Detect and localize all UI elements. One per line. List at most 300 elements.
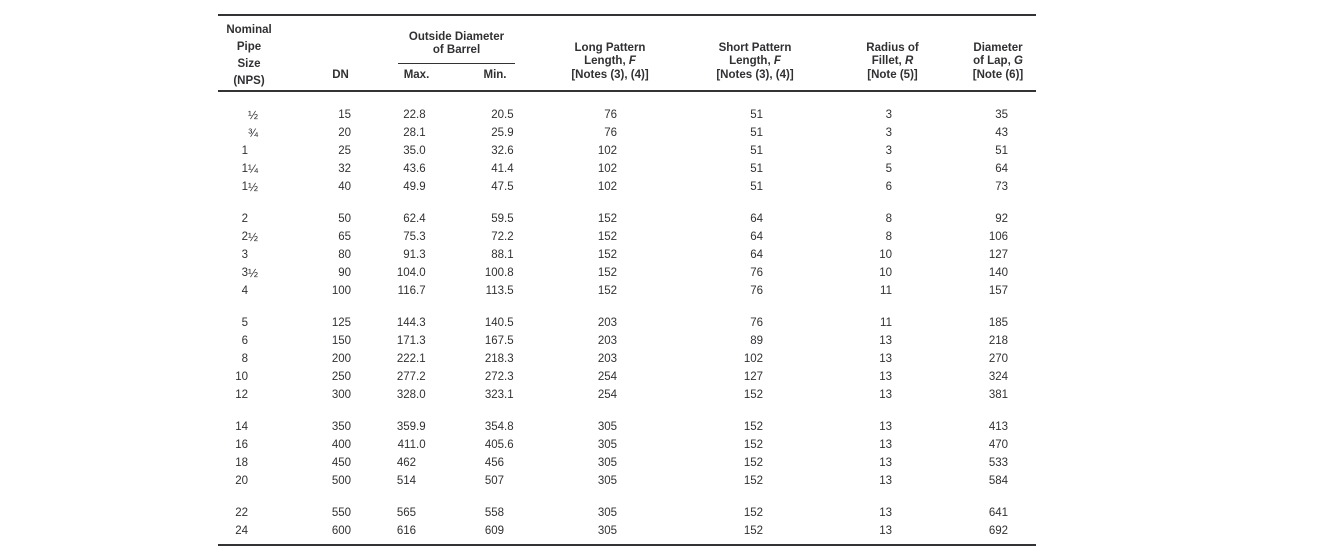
cell-od-max [378,332,455,350]
cell-od-min [455,418,535,436]
decimal-part: .5 [504,317,514,329]
nps-fraction [248,210,266,228]
od-group-underline [398,63,515,64]
cell-od-min [455,332,535,350]
nps-fraction: ½ [248,108,259,122]
header-line: Pipe [236,41,262,53]
cell-od-min [455,368,535,386]
cell-od-min [455,314,535,332]
decimal-part: .3 [416,335,426,347]
cell-nps [218,178,303,196]
cell-long-pattern-length: 305 [597,421,617,433]
cell-dn: 125 [331,317,351,329]
col-header-long-pattern [535,21,685,82]
decimal-part: .3 [504,371,514,383]
integer-part: 272 [484,371,504,383]
cell-dn: 100 [331,285,351,297]
cell-diameter-lap: 51 [995,145,1008,157]
integer-part: 25 [491,127,504,139]
cell-radius-fillet: 11 [880,285,892,297]
cell-nps [218,282,303,300]
nps-fraction [248,472,266,490]
cell-long-pattern-length: 305 [597,457,617,469]
cell-long-pattern-length: 76 [604,109,617,121]
table-row [218,314,1036,332]
cell-dn: 400 [331,439,351,451]
cell-od-min [455,522,535,540]
cell-diameter-lap: 64 [995,163,1008,175]
decimal-part [504,504,516,522]
cell-short-pattern-length: 152 [743,475,763,487]
cell-radius-fillet: 5 [885,163,892,175]
nps-fraction [248,454,266,472]
decimal-part: .5 [504,109,514,121]
decimal-part [504,522,516,540]
nps-fraction [248,142,266,160]
cell-long-pattern-length: 203 [597,317,617,329]
cell-od-max [378,106,455,124]
col-header-nps [218,21,303,87]
cell-od-max [378,282,455,300]
decimal-part: .3 [416,249,426,261]
od-group-title [378,31,535,58]
cell-short-pattern-length: 152 [743,525,763,537]
decimal-part: .1 [504,389,514,401]
integer-part: 59 [491,213,504,225]
cell-od-max [378,314,455,332]
cell-diameter-lap: 692 [988,525,1008,537]
cell-od-max [378,454,455,472]
cell-nps [218,160,303,178]
cell-od-max [378,210,455,228]
decimal-part [416,522,428,540]
decimal-part [504,472,516,490]
decimal-part [504,454,516,472]
cell-short-pattern-length: 89 [750,335,763,347]
cell-dn: 450 [331,457,351,469]
cell-radius-fillet: 10 [879,267,892,279]
cell-od-min [455,246,535,264]
header-line: Fillet, R [871,55,914,67]
cell-nps [218,210,303,228]
nps-integer: 14 [235,421,248,433]
cell-dn: 300 [331,389,351,401]
header-note: [Notes (3), (4)] [716,68,794,81]
col-header-short-pattern [685,21,825,82]
cell-nps [218,472,303,490]
cell-od-max [378,522,455,540]
table-row [218,210,1036,228]
cell-diameter-lap: 413 [988,421,1008,433]
cell-od-max [378,350,455,368]
integer-part: 20 [491,109,504,121]
cell-nps [218,418,303,436]
pipe-dimensions-table [218,14,1036,546]
cell-od-min [455,160,535,178]
cell-nps [218,504,303,522]
decimal-part: .4 [416,213,426,225]
cell-radius-fillet: 3 [885,109,892,121]
header-line: (NPS) [233,75,265,87]
integer-part: 328 [396,389,416,401]
decimal-part: .3 [416,231,426,243]
cell-od-max [378,228,455,246]
table-row [218,418,1036,436]
cell-short-pattern-length: 152 [743,457,763,469]
nps-integer: 2 [241,231,248,243]
nps-fraction [248,386,266,404]
decimal-part: .9 [416,421,426,433]
col-header-od-max: Max. [403,68,430,81]
decimal-part: .0 [416,389,426,401]
nps-integer: 2 [241,213,248,225]
decimal-part: .7 [416,285,426,297]
decimal-part: .4 [504,163,514,175]
cell-dn: 250 [331,371,351,383]
cell-short-pattern-length: 102 [743,353,763,365]
table-row [218,368,1036,386]
decimal-part [416,504,428,522]
row-group [218,210,1036,300]
cell-short-pattern-length: 76 [750,267,763,279]
cell-diameter-lap: 641 [988,507,1008,519]
cell-short-pattern-length: 64 [750,213,763,225]
cell-diameter-lap: 470 [988,439,1008,451]
nps-fraction [248,522,266,540]
integer-part: 28 [403,127,416,139]
cell-nps [218,436,303,454]
header-line: Nominal [226,24,272,36]
cell-long-pattern-length: 152 [597,213,617,225]
cell-long-pattern-length: 254 [597,371,617,383]
cell-short-pattern-length: 127 [743,371,763,383]
cell-short-pattern-length: 51 [750,127,763,139]
cell-diameter-lap: 270 [988,353,1008,365]
cell-dn: 20 [338,127,351,139]
decimal-part: .6 [504,439,514,451]
cell-diameter-lap: 584 [988,475,1008,487]
nps-fraction [248,332,266,350]
cell-od-max [378,178,455,196]
decimal-part: .6 [416,163,426,175]
decimal-part: .0 [416,145,426,157]
cell-od-max [378,504,455,522]
cell-od-min [455,178,535,196]
header-note: [Note (6)] [972,68,1024,81]
cell-short-pattern-length: 152 [743,389,763,401]
integer-part: 411 [397,439,416,451]
integer-part: 218 [484,353,504,365]
nps-integer: 16 [235,439,248,451]
cell-nps [218,124,303,142]
cell-diameter-lap: 92 [995,213,1008,225]
integer-part: 32 [491,145,504,157]
header-line: Short Pattern [718,41,792,54]
integer-part: 43 [403,163,416,175]
cell-radius-fillet: 13 [879,439,892,451]
table-row [218,246,1036,264]
col-header-radius-fillet [825,21,960,82]
cell-diameter-lap: 43 [995,127,1008,139]
nps-integer: 22 [235,507,248,519]
cell-dn: 80 [338,249,351,261]
cell-long-pattern-length: 76 [604,127,617,139]
cell-dn: 200 [331,353,351,365]
cell-dn: 32 [338,163,351,175]
integer-part: 277 [396,371,416,383]
cell-diameter-lap: 140 [988,267,1008,279]
integer-part: 222 [396,353,416,365]
cell-short-pattern-length: 152 [743,439,763,451]
cell-radius-fillet: 13 [879,371,892,383]
cell-od-max [378,368,455,386]
integer-part: 41 [491,163,504,175]
integer-part: 514 [396,475,416,487]
integer-part: 323 [484,389,504,401]
nps-integer: 10 [235,371,248,383]
decimal-part: .1 [416,127,426,139]
integer-part: 462 [396,457,416,469]
table-row [218,522,1036,540]
table-row [218,142,1036,160]
cell-long-pattern-length: 152 [597,285,617,297]
nps-fraction [248,436,266,454]
integer-part: 354 [484,421,504,433]
nps-fraction [248,314,266,332]
nps-fraction: ¾ [248,126,259,140]
table-row [218,264,1036,282]
row-group [218,106,1036,196]
cell-radius-fillet: 13 [879,457,892,469]
cell-nps [218,264,303,282]
decimal-part: .0 [416,267,426,279]
cell-od-max [378,264,455,282]
cell-radius-fillet: 6 [885,181,892,193]
integer-part: 22 [403,109,416,121]
cell-nps [218,386,303,404]
nps-fraction [248,282,266,300]
decimal-part: .8 [504,421,514,433]
cell-long-pattern-length: 305 [597,525,617,537]
integer-part: 72 [491,231,504,243]
cell-nps [218,314,303,332]
cell-od-min [455,142,535,160]
integer-part: 49 [403,181,416,193]
cell-long-pattern-length: 152 [597,267,617,279]
nps-integer: 1 [241,181,248,193]
decimal-part: .3 [504,353,514,365]
cell-od-max [378,386,455,404]
cell-od-max [378,418,455,436]
cell-diameter-lap: 106 [988,231,1008,243]
cell-short-pattern-length: 51 [750,145,763,157]
header-line: Diameter [973,41,1023,54]
cell-radius-fillet: 13 [879,421,892,433]
od-group-subheaders [378,69,535,83]
table-row [218,504,1036,522]
cell-radius-fillet: 8 [885,213,892,225]
cell-nps [218,454,303,472]
cell-od-max [378,472,455,490]
table-body [218,92,1036,544]
table-row [218,160,1036,178]
cell-od-max [378,142,455,160]
nps-integer: 18 [235,457,248,469]
nps-integer: 1 [241,145,248,157]
col-header-od-min: Min. [483,68,507,81]
integer-part: 100 [484,267,504,279]
nps-fraction: ½ [248,266,259,280]
header-line: of Barrel [432,44,481,56]
nps-integer: 5 [241,317,248,329]
header-note: [Note (5)] [867,68,918,81]
integer-part: 565 [396,507,416,519]
decimal-part: .0 [416,439,426,451]
nps-fraction: ½ [248,180,259,194]
cell-long-pattern-length: 254 [597,389,617,401]
cell-radius-fillet: 10 [879,249,892,261]
cell-dn: 500 [331,475,351,487]
cell-long-pattern-length: 203 [597,353,617,365]
cell-short-pattern-length: 64 [750,249,763,261]
decimal-part: .5 [504,285,514,297]
decimal-part: .9 [416,181,426,193]
nps-fraction [248,418,266,436]
cell-nps [218,332,303,350]
cell-dn: 600 [331,525,351,537]
cell-dn: 15 [338,109,351,121]
cell-diameter-lap: 533 [988,457,1008,469]
nps-integer [218,124,248,142]
cell-dn: 150 [331,335,351,347]
cell-radius-fillet: 13 [879,525,892,537]
cell-short-pattern-length: 76 [750,317,763,329]
table-row [218,472,1036,490]
cell-short-pattern-length: 76 [750,285,763,297]
decimal-part: .2 [504,231,514,243]
nps-integer [218,106,248,124]
cell-long-pattern-length: 305 [597,439,617,451]
table-row [218,178,1036,196]
cell-long-pattern-length: 102 [597,163,617,175]
nps-integer: 20 [235,475,248,487]
integer-part: 91 [403,249,416,261]
header-line: Long Pattern [574,41,646,54]
cell-long-pattern-length: 152 [597,249,617,261]
nps-integer: 1 [241,163,248,175]
decimal-part: .1 [416,353,426,365]
table-header [218,16,1036,92]
cell-dn: 65 [338,231,351,243]
cell-nps [218,246,303,264]
header-line: DN [332,68,349,81]
decimal-part: .5 [504,335,514,347]
cell-diameter-lap: 218 [988,335,1008,347]
nps-fraction [248,350,266,368]
cell-nps [218,368,303,386]
integer-part: 47 [491,181,504,193]
decimal-part: .5 [504,181,514,193]
cell-short-pattern-length: 51 [750,163,763,175]
decimal-part: .8 [416,109,426,121]
cell-dn: 50 [338,213,351,225]
row-group [218,504,1036,540]
cell-od-max [378,246,455,264]
integer-part: 144 [396,317,416,329]
nps-integer: 24 [235,525,248,537]
table-row [218,282,1036,300]
cell-nps [218,228,303,246]
integer-part: 75 [403,231,416,243]
cell-od-min [455,504,535,522]
cell-long-pattern-length: 102 [597,145,617,157]
cell-nps [218,350,303,368]
cell-radius-fillet: 13 [879,507,892,519]
nps-fraction: ½ [248,230,259,244]
cell-od-min [455,350,535,368]
cell-long-pattern-length: 203 [597,335,617,347]
header-line: Size [237,58,261,70]
nps-integer: 3 [241,249,248,261]
cell-radius-fillet: 13 [879,335,892,347]
cell-od-min [455,264,535,282]
cell-radius-fillet: 8 [885,231,892,243]
integer-part: 456 [484,457,504,469]
integer-part: 359 [396,421,416,433]
table-row [218,436,1036,454]
nps-integer: 6 [241,335,248,347]
cell-long-pattern-length: 305 [597,507,617,519]
table-row [218,106,1036,124]
cell-diameter-lap: 157 [988,285,1008,297]
cell-dn: 90 [338,267,351,279]
cell-dn: 25 [338,145,351,157]
cell-od-min [455,472,535,490]
table-row [218,228,1036,246]
cell-radius-fillet: 13 [879,353,892,365]
col-header-diameter-lap [960,21,1036,82]
cell-radius-fillet: 13 [879,389,892,401]
cell-dn: 350 [331,421,351,433]
decimal-part: .6 [504,145,514,157]
nps-integer: 12 [235,389,248,401]
cell-diameter-lap: 381 [988,389,1008,401]
cell-nps [218,106,303,124]
table-row [218,454,1036,472]
decimal-part: .1 [504,249,514,261]
integer-part: 171 [396,335,416,347]
integer-part: 88 [491,249,504,261]
cell-radius-fillet: 3 [885,127,892,139]
table-row [218,124,1036,142]
nps-integer: 8 [241,353,248,365]
cell-dn: 40 [338,181,351,193]
header-line: Length, F [584,55,636,67]
cell-od-min [455,106,535,124]
decimal-part: .8 [504,267,514,279]
cell-od-min [455,210,535,228]
cell-dn: 550 [331,507,351,519]
integer-part: 405 [484,439,504,451]
cell-short-pattern-length: 51 [750,181,763,193]
nps-fraction [248,504,266,522]
decimal-part: .3 [416,317,426,329]
cell-nps [218,142,303,160]
cell-nps [218,522,303,540]
table-row [218,332,1036,350]
cell-radius-fillet: 3 [885,145,892,157]
decimal-part [416,454,428,472]
